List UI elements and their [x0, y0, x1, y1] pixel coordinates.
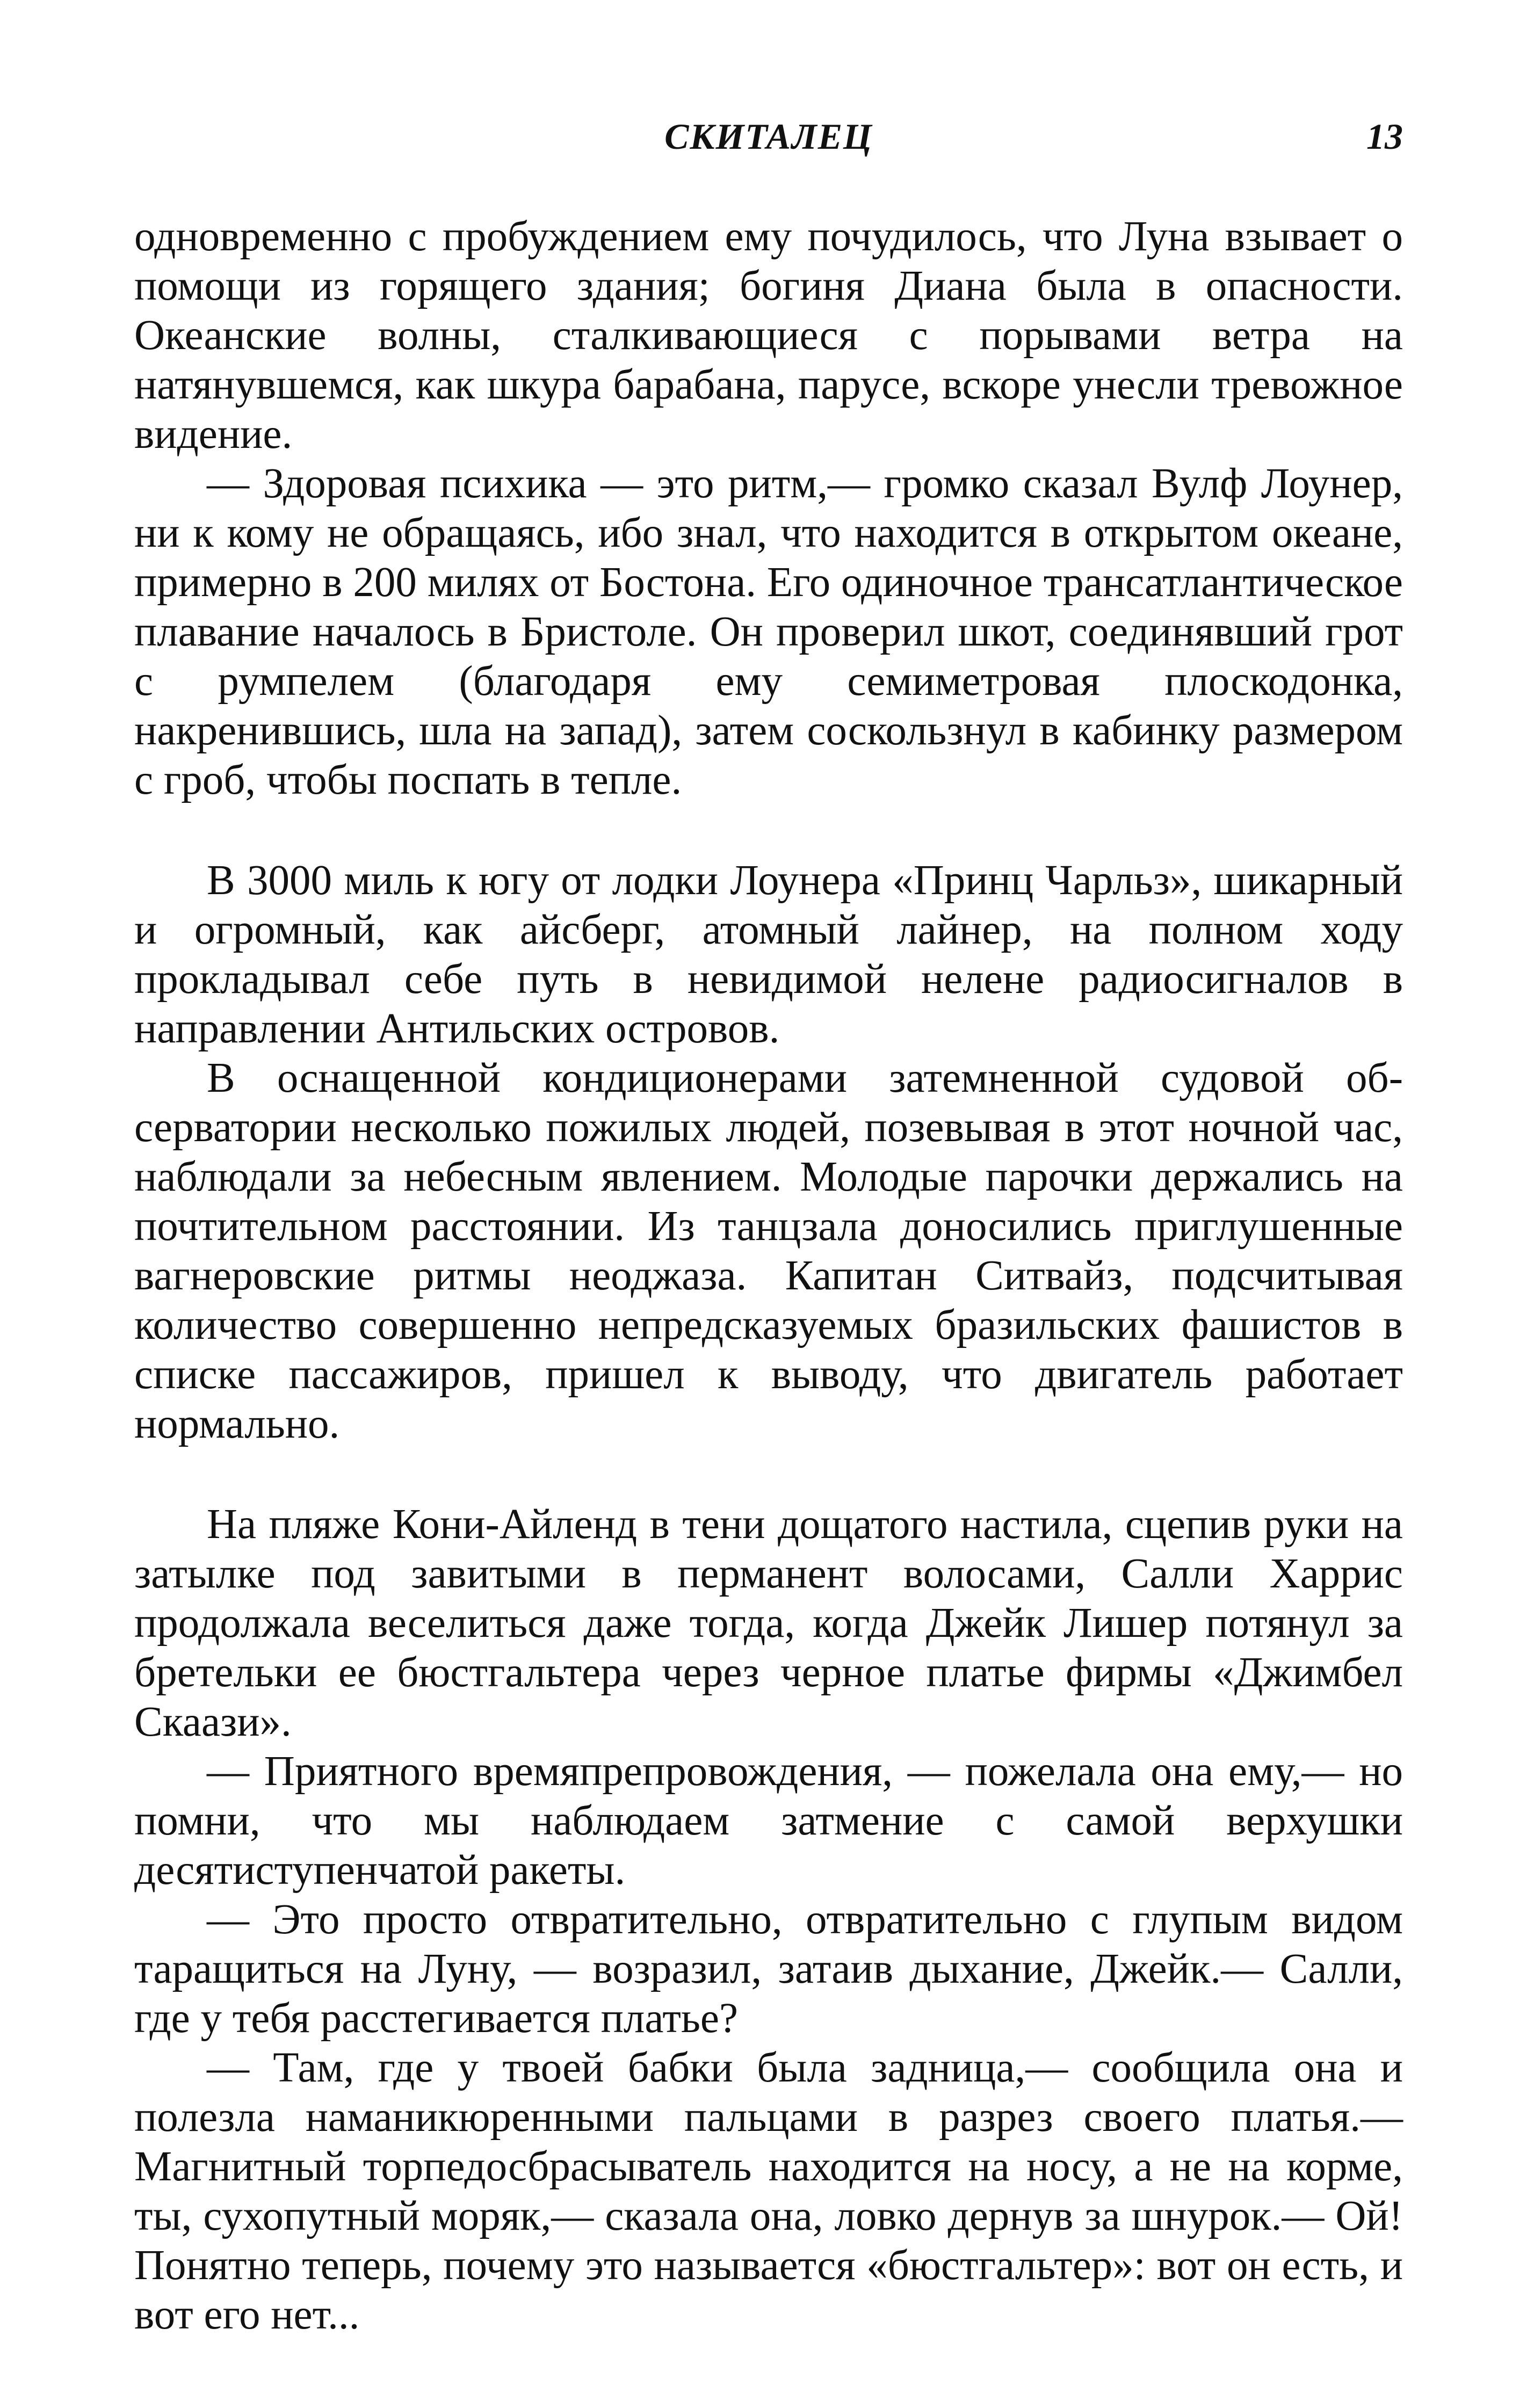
- paragraph: — Там, где у твоей бабки была задница,— сообщила она и полезла наманикюренными пальцами в разрез своего платья.— Магнитный торпедосбрасыватель находится на носу, а не на корме, ты, сухопутный моряк,— сказала она, ловко дернув за шнурок.— Ой! Понятно теперь, почему это называется «бюстгальтер»: вот он есть, и вот его нет...: [134, 2044, 1403, 2338]
- paragraph: На пляже Кони-Айленд в тени дощатого настила, сцепив руки на затылке под завитыми в перманент волосами, Салли Харрис продолжала веселиться даже тогда, когда Джейк Лишер потянул за бретельки ее бюстгальтера через черное платье фирмы «Джимбел Скаази».: [134, 1501, 1403, 1745]
- text-section: [134, 856, 1403, 1449]
- page-header: [134, 115, 1403, 175]
- body-text: [134, 212, 1403, 2340]
- paragraph: В 3000 миль к югу от лодки Лоунера «Принц Чарльз», шикарный и огромный, как айсберг, атомный лайнер, на полном ходу прокладывал себе путь в невидимой нелене радиосигналов в направлении Антильских островов.: [134, 857, 1403, 1052]
- paragraph: В оснащенной кондиционерами затемненной судовой обсерватории несколько пожилых людей, позевывая в этот ночной час, наблюдали за небесным явлением. Молодые парочки держались на почтительном расстоянии. Из танцзала доносились приглушенные вагнеровские ритмы неоджаза. Капитан Ситвайз, подсчитывая количество совершенно непредсказуемых бразильских фашистов в списке пассажиров, пришел к выводу, что двигатель работает нормально.: [134, 1055, 1403, 1447]
- paragraph: — Здоровая психика — это ритм,— громко сказал Вулф Лоунер, ни к кому не обращаясь, ибо знал, что находится в открытом океане, примерно в 200 милях от Бостона. Его одиночное трансатлантическое плавание началось в Бристоле. Он проверил шкот, соединявший грот с румпелем (благодаря ему семиметровая плоскодонка, накренившись, шла на запад), затем соскользнул в кабинку размером с гроб, чтобы поспать в тепле.: [134, 460, 1403, 803]
- text-section: [134, 1500, 1403, 2340]
- paragraph: — Приятного времяпрепровождения, — пожелала она ему,— но помни, что мы наблюдаем затмение с самой верхушки десятиступенчатой ракеты.: [134, 1748, 1403, 1894]
- paragraph: одновременно с пробуждением ему почудилось, что Луна взывает о помощи из горящего здания; богиня Диана была в опасности. Океанские волны, сталкивающиеся с порывами ветра на натянувшемся, как шкура барабана, парусе, вскоре унесли тревожное видение.: [134, 213, 1403, 458]
- paragraph: — Это просто отвратительно, отвратительно с глупым видом таращиться на Луну, — возразил, затаив дыхание, Джейк.— Салли, где у тебя расстегивается платье?: [134, 1896, 1403, 2042]
- page-number: 13: [1366, 116, 1403, 157]
- text-section: [134, 212, 1403, 805]
- running-title: СКИТАЛЕЦ: [664, 116, 873, 157]
